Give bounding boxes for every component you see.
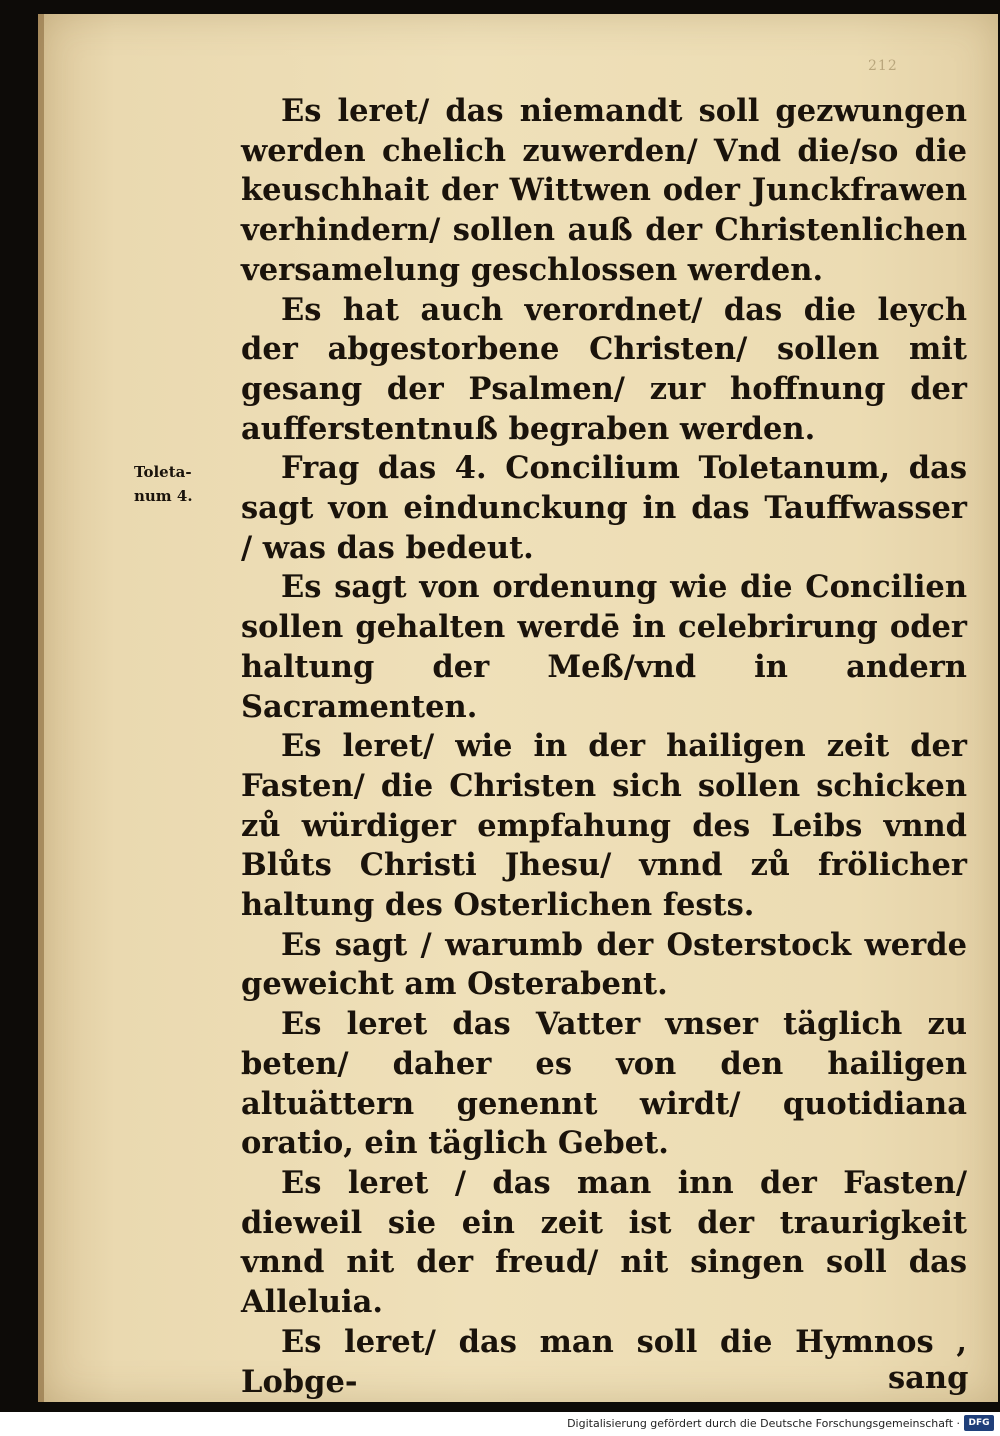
paragraph-7: Es leret das Vatter vnser täglich zu beten/ daher es von den hailigen altuättern genennt wirdt/ quotidiana oratio, ein täglich Gebet. (241, 1006, 967, 1162)
paragraph-1: Es leret/ das niemandt soll gezwungen werden chelich zuwerden/ Vnd die/so die keuschhait der Wittwen oder Junckfrawen verhindern/ sollen auß der Christenlichen versamelung geschlossen werden. (241, 93, 967, 288)
page-gutter-edge (38, 14, 44, 1402)
paragraph-3: Frag das 4. Concilium Toletanum, das sagt von eindunckung in das Tauffwasser / was das bedeut. (241, 450, 967, 566)
paragraph-2: Es hat auch verordnet/ das die leych der abgestorbene Christen/ sollen mit gesang der Psalmen/ zur hoffnung der aufferstentnuß begraben werden. (241, 291, 967, 447)
dfg-logo: DFG (964, 1415, 994, 1431)
paragraph-5: Es leret/ wie in der hailigen zeit der Fasten/ die Christen sich sollen schicken zů würdiger empfahung des Leibs vnnd Blůts Christi Jhesu/ vnnd zů frölicher haltung des Osterlichen fests. (241, 728, 967, 924)
footer-bar (0, 1412, 1000, 1436)
marginal-note: Toleta- num 4. (134, 463, 193, 505)
body-text (241, 92, 967, 1402)
funding-credit: Digitalisierung gefördert durch die Deutsche Forschungsgemeinschaft · (567, 1417, 960, 1430)
paragraph-9: Es leret/ das man soll die Hymnos , Lobge- (241, 1323, 967, 1400)
paragraph-8: Es leret / das man inn der Fasten/ dieweil sie ein zeit ist der traurigkeit vnnd nit der freud/ nit singen soll das Alleluia. (241, 1164, 967, 1321)
page-number: 212 (868, 58, 898, 74)
catchword: sang (888, 1360, 969, 1396)
paragraph-4: Es sagt von ordenung wie die Concilien sollen gehalten werdē in celebrirung oder haltung der Meß/vnd in andern Sacramenten. (241, 569, 967, 725)
paragraph-6: Es sagt / warumb der Osterstock werde geweicht am Osterabent. (241, 926, 967, 1003)
